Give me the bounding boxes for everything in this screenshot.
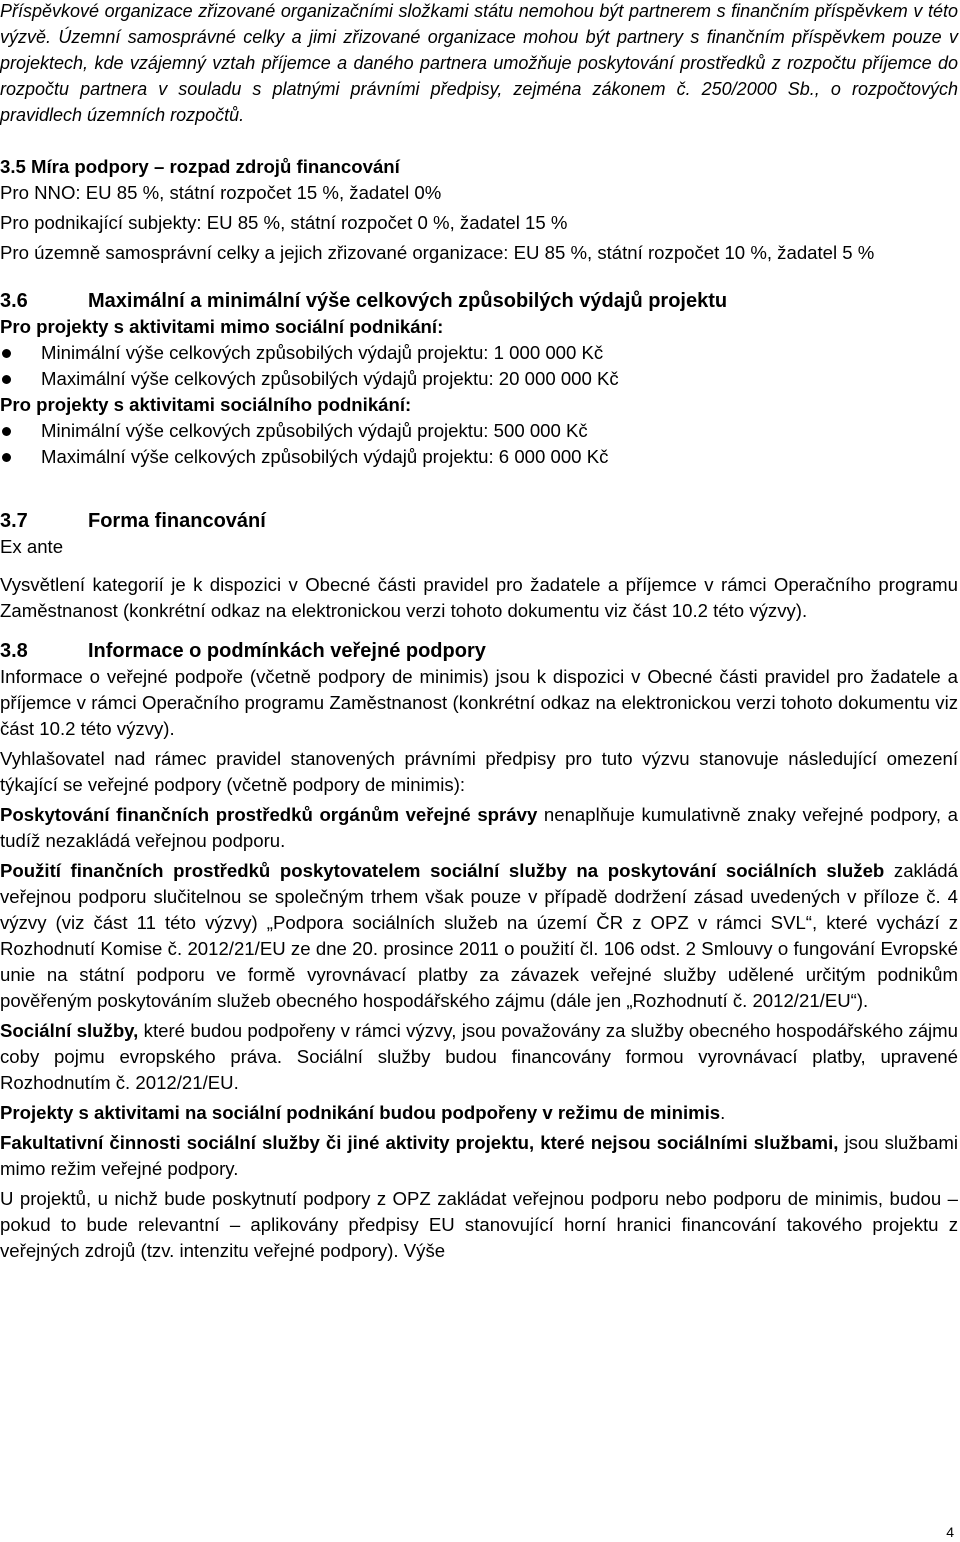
list-item: Maximální výše celkových způsobilých výdajů projektu: 6 000 000 Kč	[0, 444, 958, 470]
funding-line-municipal: Pro územně samosprávní celky a jejich zřizované organizace: EU 85 %, státní rozpočet 10 %, žadatel 5 %	[0, 242, 875, 263]
list-item: Minimální výše celkových způsobilých výdajů projektu: 500 000 Kč	[0, 418, 958, 444]
section-number: 3.8	[0, 640, 28, 662]
financing-form: Ex ante	[0, 536, 64, 557]
intro-paragraph: Příspěvkové organizace zřizované organizačními složkami státu nemohou být partnerem s finančním příspěvkem v této výzvě. Územní samosprávné celky a jimi zřizované organizace mohou být partnery s finančním příspěvkem pouze v projektech, kde vzájemný vztah příjemce a daného partnera umožňuje poskytování prostředků z rozpočtu příjemce do rozpočtu partnera v souladu s platnými právními předpisy, zejména zákonem č. 250/2000 Sb., o rozpočtových pravidlech územních rozpočtů.	[0, 1, 958, 125]
financing-explanation: Vysvětlení kategorií je k dispozici v Obecné části pravidel pro žadatele a příjemce v rámci Operačního programu Zaměstnanost (konkrétní odkaz na elektronickou verzi tohoto dokumentu viz část 10.2 této výzvy).	[0, 574, 958, 621]
funding-line-nno: Pro NNO: EU 85 %, státní rozpočet 15 %, žadatel 0%	[0, 182, 442, 203]
group-title-social: Pro projekty s aktivitami sociálního podnikání:	[0, 394, 412, 415]
list-item: Minimální výše celkových způsobilých výdajů projektu: 1 000 000 Kč	[0, 340, 958, 366]
bullet-list-non-social	[0, 340, 958, 392]
paragraph: Fakultativní činnosti sociální služby či jiné aktivity projektu, které nejsou sociálními službami, jsou službami mimo režim veřejné podpory.	[0, 1132, 958, 1179]
group-title-non-social: Pro projekty s aktivitami mimo sociální podnikání:	[0, 316, 444, 337]
section-title: Informace o podmínkách veřejné podpory	[88, 640, 486, 662]
paragraph: Sociální služby, které budou podpořeny v rámci výzvy, jsou považovány za služby obecného hospodářského zájmu coby pojmu evropského práva. Sociální služby budou financovány formou vyrovnávací platby, upravené Rozhodnutím č. 2012/21/EU.	[0, 1020, 959, 1093]
section-3-8-heading	[0, 638, 958, 664]
section-3-5-heading: 3.5 Míra podpory – rozpad zdrojů financování	[0, 156, 400, 177]
paragraph: Poskytování finančních prostředků orgánům veřejné správy nenaplňuje kumulativně znaky veřejné podpory, a tudíž nezakládá veřejnou podporu.	[0, 804, 958, 851]
section-3-6-heading	[0, 288, 958, 314]
funding-line-business: Pro podnikající subjekty: EU 85 %, státní rozpočet 0 %, žadatel 15 %	[0, 212, 568, 233]
bullet-icon	[2, 427, 11, 436]
section-title: Maximální a minimální výše celkových způsobilých výdajů projektu	[88, 290, 728, 312]
section-number: 3.7	[0, 510, 28, 532]
page-number: 4	[946, 1524, 954, 1540]
section-title: Forma financování	[88, 510, 266, 532]
paragraph: Informace o veřejné podpoře (včetně podpory de minimis) jsou k dispozici v Obecné části pravidel pro žadatele a příjemce v rámci Operačního programu Zaměstnanost (konkrétní odkaz na elektronickou verzi tohoto dokumentu viz část 10.2 této výzvy).	[0, 666, 958, 739]
bullet-icon	[2, 349, 11, 358]
paragraph: Vyhlašovatel nad rámec pravidel stanovených právními předpisy pro tuto výzvu stanovuje následující omezení týkající se veřejné podpory (včetně podpory de minimis):	[0, 748, 958, 795]
paragraph: Projekty s aktivitami na sociální podnikání budou podpořeny v režimu de minimis.	[0, 1102, 726, 1123]
section-3-7-heading	[0, 508, 958, 534]
paragraph: U projektů, u nichž bude poskytnutí podpory z OPZ zakládat veřejnou podporu nebo podporu de minimis, budou – pokud to bude relevantní – aplikovány předpisy EU stanovující horní hranici financování takového projektu z veřejných zdrojů (tzv. intenzitu veřejné podpory). Výše	[0, 1188, 958, 1261]
paragraph: Použití finančních prostředků poskytovatelem sociální služby na poskytování sociálních služeb zakládá veřejnou podporu slučitelnou se společným trhem však pouze v případě dodržení zásad uvedených v příloze č. 4 výzvy (viz část 11 této výzvy) „Podpora sociálních služeb na území ČR z OPZ v rámci SVL“, které vychází z Rozhodnutí Komise č. 2012/21/EU ze dne 20. prosince 2011 o použití čl. 106 odst. 2 Smlouvy o fungování Evropské unie na státní podporu ve formě vyrovnávací platby za závazek veřejné služby udělené určitým podnikům pověřeným poskytováním služeb obecného hospodářského zájmu (dále jen „Rozhodnutí č. 2012/21/EU“).	[0, 860, 958, 1011]
bullet-icon	[2, 453, 11, 462]
section-number: 3.6	[0, 290, 28, 312]
bullet-icon	[2, 375, 11, 384]
list-item: Maximální výše celkových způsobilých výdajů projektu: 20 000 000 Kč	[0, 366, 958, 392]
bullet-list-social	[0, 418, 958, 470]
